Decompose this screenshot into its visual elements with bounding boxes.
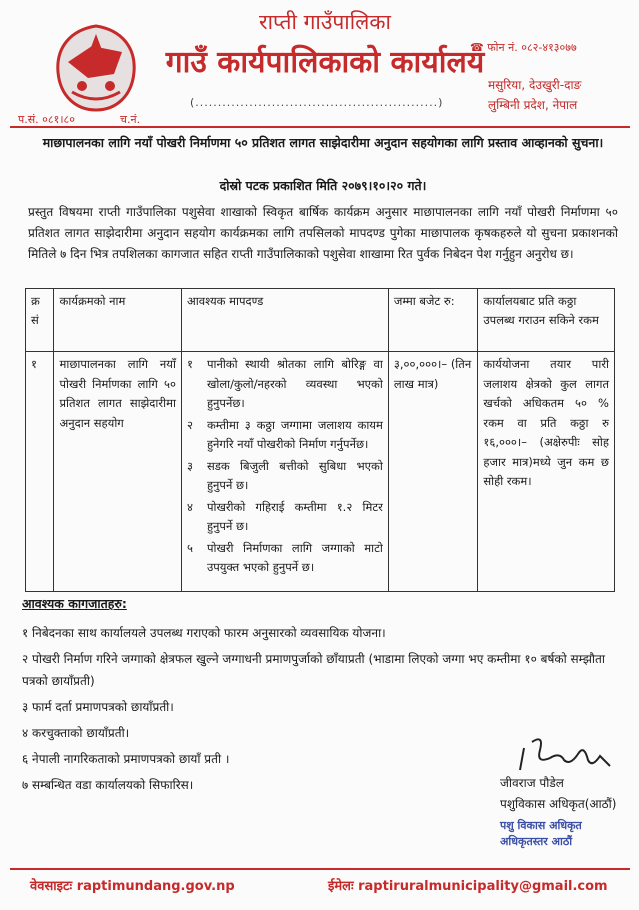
- documents-heading: आवश्यक कागजातहरु:: [22, 596, 127, 611]
- header-sn: क्र सं: [26, 289, 54, 352]
- notice-body: प्रस्तुत विषयमा राप्ती गाउँपालिका पशुसेवा शाखाको स्विकृत बार्षिक कार्यक्रम अनुसार माछापालनका लागि नयाँ पोखरी निर्माणमा ५० प्रतिशत लागत साझेदारीमा अनुदान सहयोग कार्यक्रमका लागि तपसिलको मापदण्ड पुगेका माछापालक कृषकहरुले यो सुचना प्रकाशनको मितिले ७ दिन भित्र तपशिलका कागजात सहित राप्ती गाउँपालिकाको पशुसेवा शाखामा रित पुर्वक निबेदन पेश गर्नुहुन अनुरोध छ।: [28, 205, 618, 261]
- footer-divider: [10, 868, 630, 870]
- table-header-row: [26, 289, 615, 352]
- stamp-line-1: पशु विकास अधिकृत: [500, 819, 582, 832]
- header-budget: जम्मा बजेट रु:: [388, 289, 478, 352]
- row-sn: १: [26, 352, 54, 592]
- row-criteria: [181, 352, 388, 592]
- address-line-1: मसुरिया, देउखुरी-दाङ: [488, 78, 582, 92]
- office-title: गाउँ कार्यपालिकाको कार्यालय: [165, 45, 485, 80]
- criteria-table: [25, 288, 615, 592]
- header-divider: [10, 126, 630, 128]
- list-item: ६ नेपाली नागरिकताको प्रमाणपत्रको छायाँ प्रती ।: [22, 752, 230, 766]
- footer-email: ईमेलः raptiruralmunicipality@gmail.com: [328, 879, 608, 894]
- table-row: [26, 352, 615, 592]
- row-budget: ३,००,०००।– (तिन लाख मात्र): [388, 352, 478, 592]
- list-item: २ पोखरी निर्माण गरिने जग्गाको क्षेत्रफल खुल्ने जग्गाधनी प्रमाणपुर्जाको छाँयाप्रती (भाडामा लिएको जग्गा भए कम्तीमा १० बर्षको सम्झौता पत्रको छायाँप्रती): [22, 652, 605, 688]
- municipality-title: राप्ती गाउँपालिका: [259, 10, 391, 34]
- footer-website: वेवसाइटः raptimundang.gov.np: [30, 879, 235, 894]
- criteria-item: २ कम्तीमा ३ कठ्ठा जग्गामा जलाशय कायम हुनेगरि नयाँ पोखरीको निर्माण गर्नुपर्नेछ।: [186, 417, 383, 451]
- dispatch-number: च.नं.: [120, 113, 141, 126]
- signatory-name: जीवराज पौडेल: [500, 776, 564, 790]
- publish-date: दोस्रो पटक प्रकाशित मिति २०७९।१०।२० गते।: [219, 178, 427, 193]
- address-line-2: लुम्बिनी प्रदेश, नेपाल: [488, 98, 578, 112]
- criteria-item: ४ पोखरीको गहिराई कम्तीमा १.२ मिटर हुनुपर्ने छ।: [186, 499, 383, 533]
- row-amount: कार्ययोजना तयार पारी जलाशय क्षेत्रको कुल लागत खर्चको अधिकतम ५० % रकम वा प्रति कठ्ठा रु १६,०००।– (अक्षेरुपीः सोह हजार मात्र)मध्ये जुन कम छ सोही रकम।: [478, 352, 615, 592]
- signatory-designation: पशुविकास अधिकृत(आठौं): [500, 797, 617, 811]
- dotted-line: (......................................................): [190, 96, 444, 109]
- phone-number: ☎ फोन नं. ०८२-४१३०७७: [470, 41, 577, 54]
- header-criteria: आवश्यक मापदण्ड: [181, 289, 388, 352]
- list-item: ४ करचुक्ताको छायाँप्रती।: [22, 726, 130, 740]
- official-stamp: [500, 818, 582, 850]
- notice-subject: माछापालनका लागि नयाँ पोखरी निर्माणमा ५० प्रतिशत लागत साझेदारीमा अनुदान सहयोगका लागि प्रस्ताव आव्हानको सुचना।: [42, 135, 604, 150]
- stamp-line-2: अधिकृतस्तर आठौं: [500, 835, 573, 848]
- reference-number: प.सं. ०८१।८०: [18, 113, 75, 126]
- list-item: ३ फार्म दर्ता प्रमाणपत्रको छायाँप्रती।: [22, 700, 174, 714]
- signatory: [500, 773, 616, 815]
- list-item: १ निबेदनका साथ कार्यालयले उपलब्ध गराएको फारम अनुसारको व्यवसायिक योजना।: [22, 626, 386, 640]
- criteria-item: ३ सडक बिजुली बत्तीको सुबिधा भएको हुनुपर्ने छ।: [186, 458, 383, 492]
- criteria-item: ५ पोखरी निर्माणका लागि जग्गाको माटो उपयुक्त भएको हुनुपर्ने छ।: [186, 540, 383, 574]
- criteria-item: १ पानीको स्थायी श्रोतका लागि बोरिङ्ग वा खोला/कुलो/नहरको व्यवस्था भएको हुनुपर्नेछ।: [186, 357, 383, 410]
- list-item: ७ सम्बन्धित वडा कार्यालयको सिफारिस।: [22, 778, 194, 792]
- nepal-emblem-logo: [52, 22, 140, 114]
- row-program: माछापालनका लागि नयाँ पोखरी निर्माणका लागि ५० प्रतिशत लागत साझेदारीमा अनुदान सहयोग: [54, 352, 181, 592]
- header-program: कार्यक्रमको नाम: [54, 289, 181, 352]
- header-amount: कार्यालयबाट प्रति कठ्ठा उपलब्ध गराउन सकिने रकम: [478, 289, 615, 352]
